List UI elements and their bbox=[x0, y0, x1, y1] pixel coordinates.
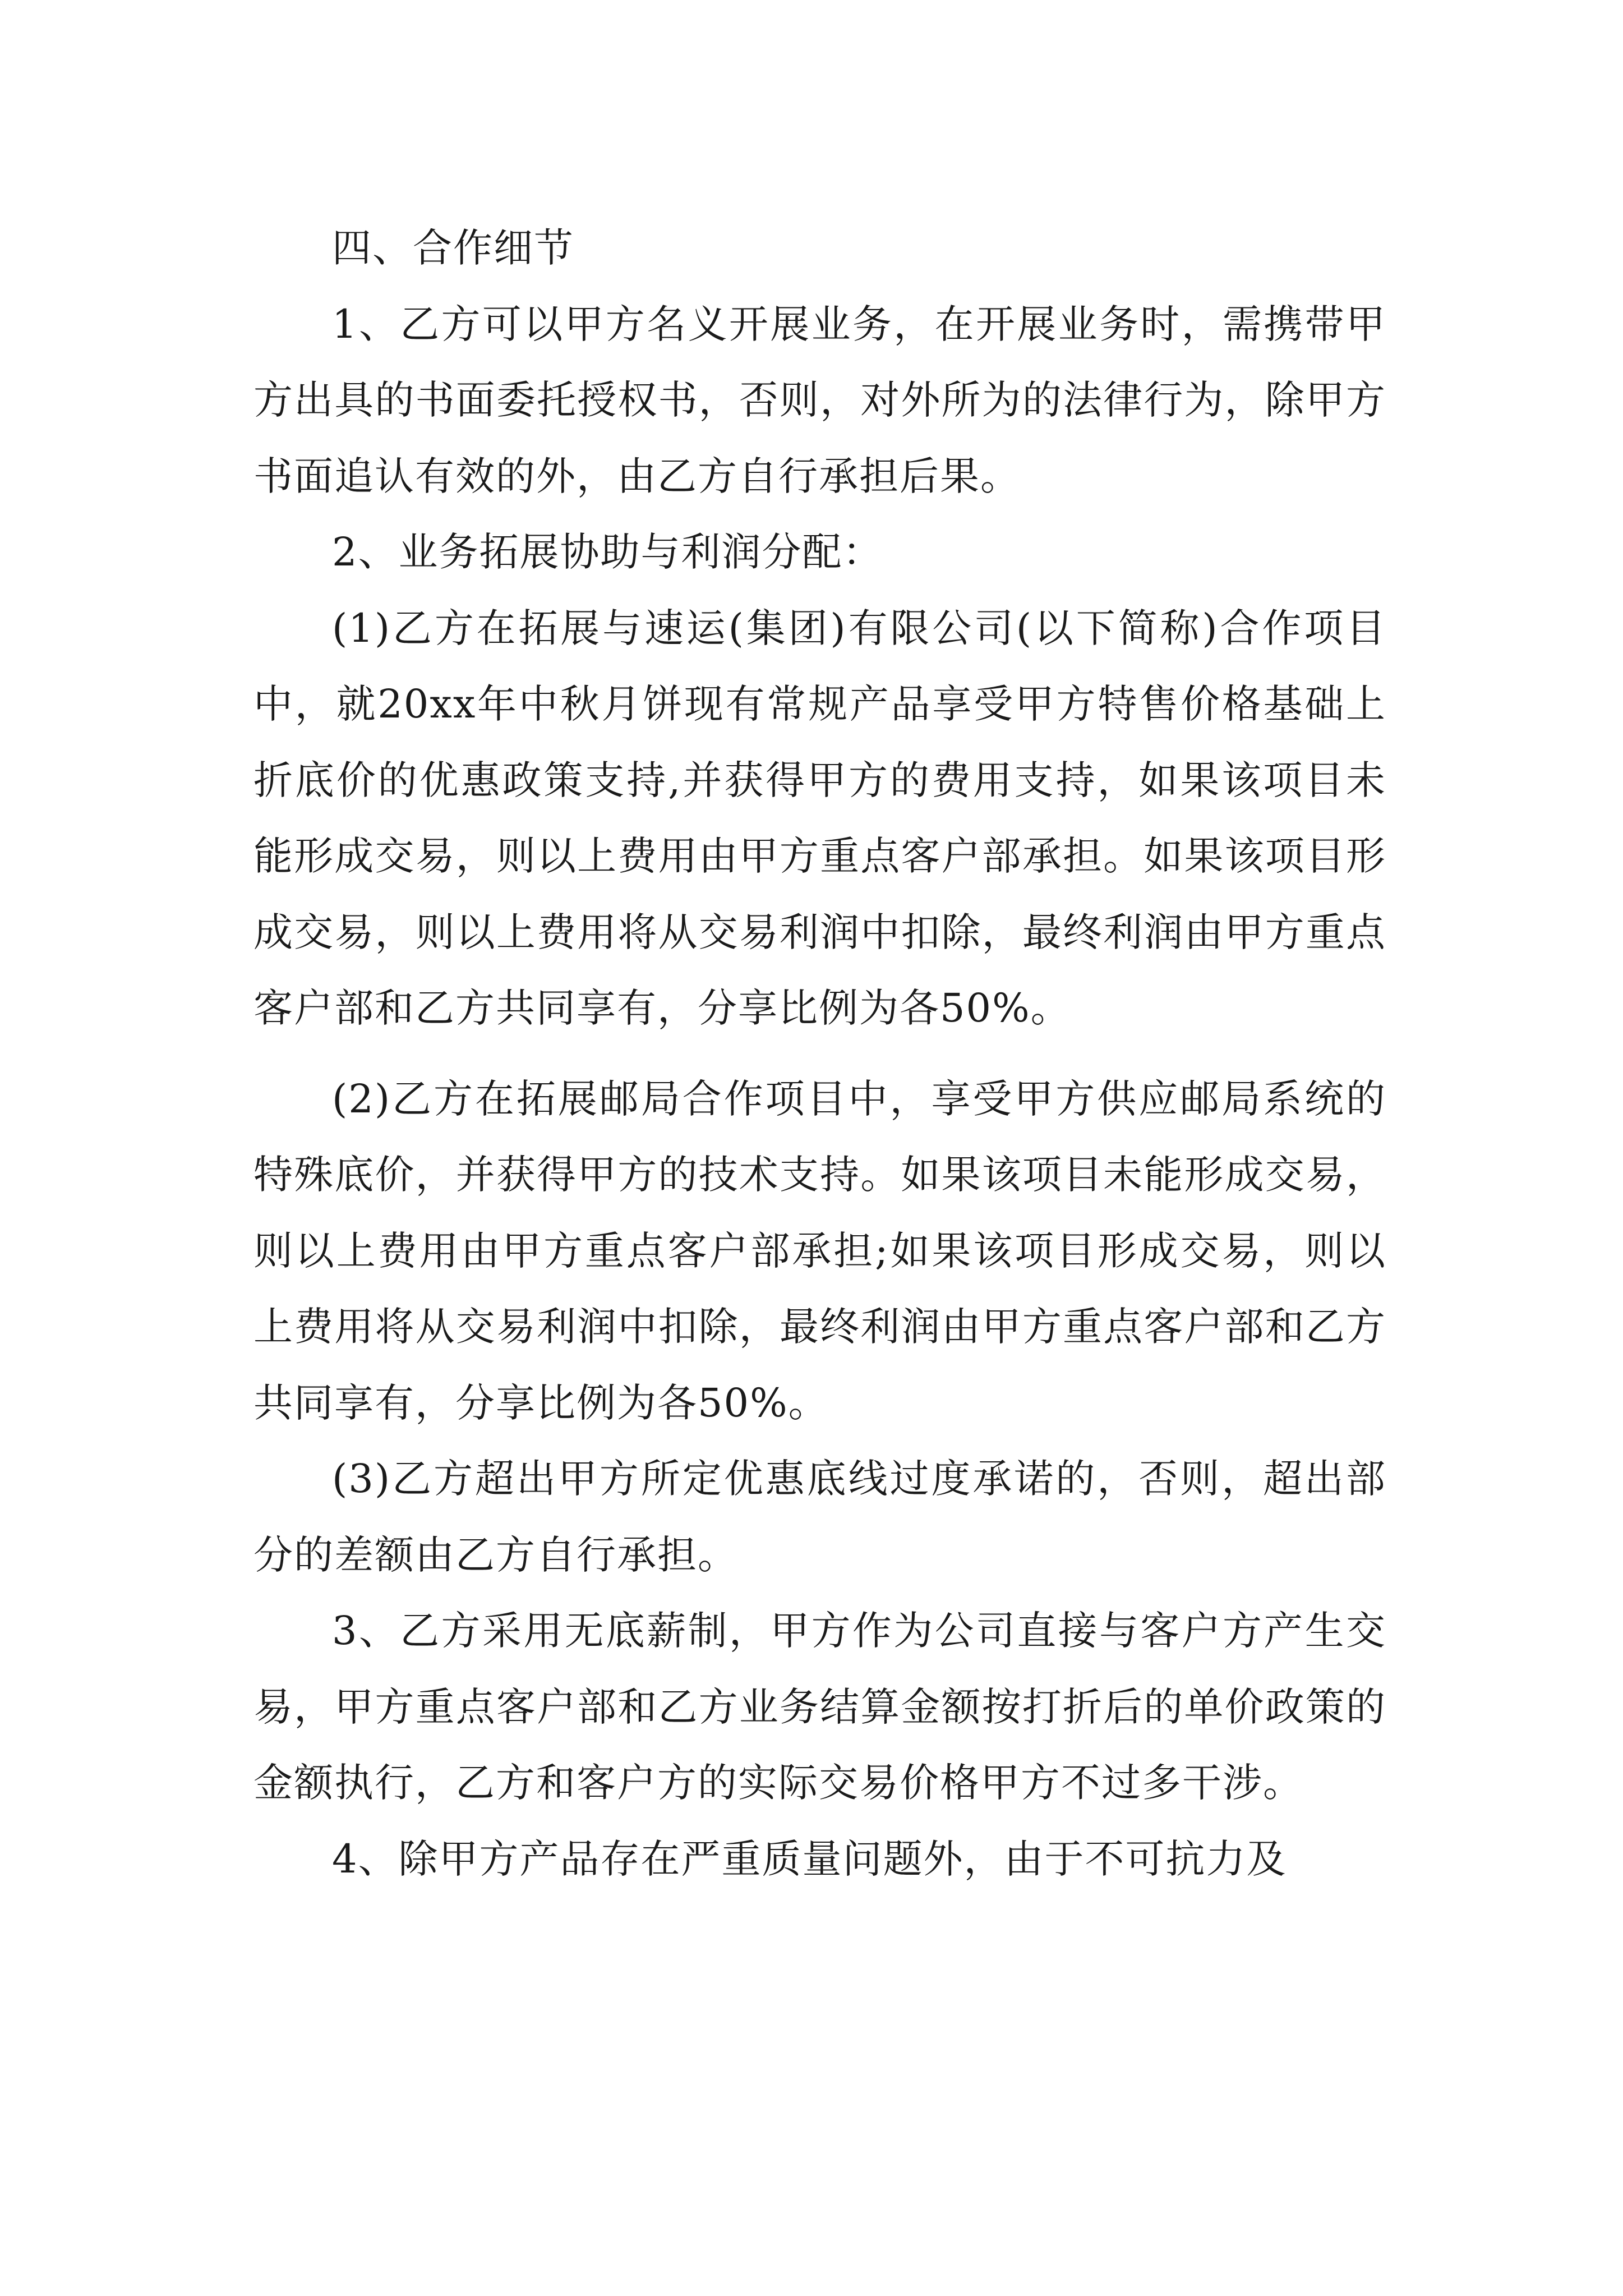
clause-3: 3、乙方采用无底薪制，甲方作为公司直接与客户方产生交易，甲方重点客户部和乙方业务结算金额按打折后的单价政策的金额执行，乙方和客户方的实际交易价格甲方不过多干涉。 bbox=[253, 1608, 1386, 1806]
clause-2-item-3: (3)乙方超出甲方所定优惠底线过度承诺的，否则，超出部分的差额由乙方自行承担。 bbox=[253, 1456, 1386, 1578]
document-body bbox=[253, 210, 1427, 1897]
section-heading: 四、合作细节 bbox=[332, 225, 574, 271]
clause-2-item-2: (2)乙方在拓展邮局合作项目中，享受甲方供应邮局系统的特殊底价，并获得甲方的技术支持。如果该项目未能形成交易，则以上费用由甲方重点客户部承担;如果该项目形成交易，则以上费用将从交易利润中扣除，最终利润由甲方重点客户部和乙方共同享有，分享比例为各50%。 bbox=[253, 1075, 1386, 1426]
clause-1: 1、乙方可以甲方名义开展业务，在开展业务时，需携带甲方出具的书面委托授权书，否则，对外所为的法律行为，除甲方书面追认有效的外，由乙方自行承担后果。 bbox=[253, 301, 1386, 499]
clause-2-item-1: (1)乙方在拓展与速运(集团)有限公司(以下简称)合作项目中，就20xx年中秋月饼现有常规产品享受甲方特售价格基础上 折底价的优惠政策支持,并获得甲方的费用支持，如果该项目未能形成交易，则以上费用由甲方重点客户部承担。如果该项目形成交易，则以上费用将从交易利润中扣除，最终利润由甲方重点客户部和乙方共同享有，分享比例为各50%。 bbox=[253, 605, 1427, 1031]
clause-2-heading: 2、业务拓展协助与利润分配： bbox=[332, 529, 883, 575]
clause-4: 4、除甲方产品存在严重质量问题外，由于不可抗力及 bbox=[332, 1835, 1287, 1882]
paragraph-gap bbox=[253, 1047, 1386, 1061]
